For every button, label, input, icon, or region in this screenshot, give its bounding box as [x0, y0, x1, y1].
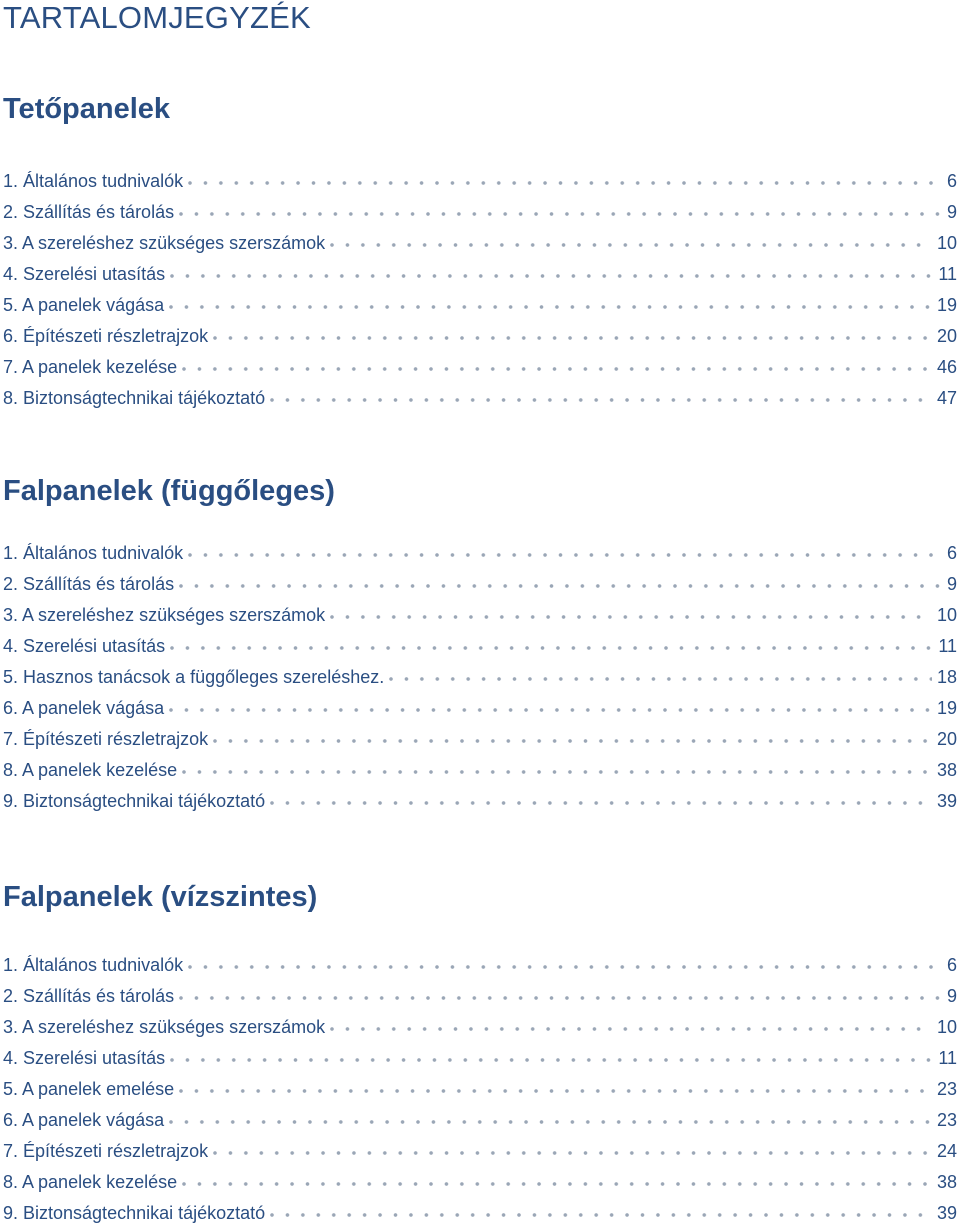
toc-entry[interactable] [3, 754, 957, 785]
toc-entry[interactable] [3, 196, 957, 227]
toc-entry-page: 6 [946, 170, 957, 191]
toc-list [3, 949, 957, 1228]
toc-entry-label: 7. A panelek kezelése [3, 356, 178, 377]
dot-leader [170, 1058, 933, 1062]
toc-entry-label: 8. Biztonságtechnikai tájékoztató [3, 387, 266, 408]
toc-entry-label: 9. Biztonságtechnikai tájékoztató [3, 1202, 266, 1223]
toc-entry-page: 46 [936, 356, 957, 377]
toc-entry-label: 5. A panelek emelése [3, 1078, 175, 1099]
toc-entry[interactable] [3, 630, 957, 661]
toc-entry-page: 9 [946, 573, 957, 594]
toc-entry-page: 9 [946, 985, 957, 1006]
toc-entry-label: 4. Szerelési utasítás [3, 263, 166, 284]
toc-entry[interactable] [3, 949, 957, 980]
toc-entry-label: 5. A panelek vágása [3, 294, 165, 315]
toc-entry[interactable] [3, 1042, 957, 1073]
toc-entry-label: 7. Építészeti részletrajzok [3, 728, 209, 749]
dot-leader [389, 677, 932, 681]
toc-entry[interactable] [3, 568, 957, 599]
toc-entry-label: 3. A szereléshez szükséges szerszámok [3, 1016, 326, 1037]
toc-entry-label: 1. Általános tudnivalók [3, 542, 184, 563]
dot-leader [169, 305, 932, 309]
toc-entry-page: 10 [936, 604, 957, 625]
toc-entry-page: 10 [936, 1016, 957, 1037]
dot-leader [179, 212, 942, 216]
dot-leader [169, 708, 932, 712]
toc-entry-label: 7. Építészeti részletrajzok [3, 1140, 209, 1161]
toc-entry-page: 19 [936, 294, 957, 315]
toc-entry-label: 6. A panelek vágása [3, 1109, 165, 1130]
toc-entry-label: 8. A panelek kezelése [3, 759, 178, 780]
section-title: Tetőpanelek [3, 93, 171, 125]
toc-entry-page: 23 [936, 1078, 957, 1099]
dot-leader [179, 996, 942, 1000]
toc-entry-page: 11 [938, 263, 957, 284]
dot-leader [330, 243, 932, 247]
toc-entry[interactable] [3, 1135, 957, 1166]
dot-leader [213, 1151, 932, 1155]
toc-entry[interactable] [3, 258, 957, 289]
toc-entry-page: 6 [946, 954, 957, 975]
toc-entry[interactable] [3, 723, 957, 754]
toc-entry-label: 4. Szerelési utasítás [3, 635, 166, 656]
toc-entry[interactable] [3, 661, 957, 692]
dot-leader [213, 739, 932, 743]
toc-entry-label: 2. Szállítás és tárolás [3, 985, 175, 1006]
toc-entry-label: 6. A panelek vágása [3, 697, 165, 718]
toc-entry-label: 3. A szereléshez szükséges szerszámok [3, 232, 326, 253]
toc-entry-page: 18 [936, 666, 957, 687]
toc-entry[interactable] [3, 785, 957, 816]
section-falpanelek-fuggoleges [3, 474, 957, 811]
toc-entry[interactable] [3, 1197, 957, 1228]
toc-entry-label: 5. Hasznos tanácsok a függőleges szereléshez. [3, 666, 385, 687]
dot-leader [169, 1120, 932, 1124]
dot-leader [179, 1089, 932, 1093]
toc-entry-label: 8. A panelek kezelése [3, 1171, 178, 1192]
toc-entry[interactable] [3, 351, 957, 382]
toc-entry-page: 11 [938, 1047, 957, 1068]
toc-entry-page: 19 [936, 697, 957, 718]
dot-leader [170, 646, 933, 650]
toc-entry[interactable] [3, 165, 957, 196]
dot-leader [170, 274, 933, 278]
toc-entry[interactable] [3, 1104, 957, 1135]
toc-entry-page: 9 [946, 201, 957, 222]
section-falpanelek-vizszintes [3, 880, 957, 1223]
section-title: Falpanelek (vízszintes) [3, 881, 318, 913]
toc-entry-label: 1. Általános tudnivalók [3, 954, 184, 975]
toc-entry[interactable] [3, 692, 957, 723]
dot-leader [330, 1027, 932, 1031]
toc-entry-page: 39 [936, 1202, 957, 1223]
toc-entry[interactable] [3, 537, 957, 568]
toc-entry-page: 38 [936, 759, 957, 780]
toc-entry[interactable] [3, 980, 957, 1011]
toc-entry-page: 20 [936, 728, 957, 749]
dot-leader [182, 1182, 932, 1186]
toc-entry[interactable] [3, 382, 957, 413]
toc-entry-page: 11 [938, 635, 957, 656]
toc-entry-page: 20 [936, 325, 957, 346]
toc-entry[interactable] [3, 1011, 957, 1042]
toc-entry[interactable] [3, 599, 957, 630]
dot-leader [188, 181, 942, 185]
toc-entry-page: 38 [936, 1171, 957, 1192]
dot-leader [270, 398, 932, 402]
toc-entry-page: 24 [936, 1140, 957, 1161]
toc-entry-page: 10 [936, 232, 957, 253]
toc-entry-label: 2. Szállítás és tárolás [3, 201, 175, 222]
toc-entry[interactable] [3, 227, 957, 258]
dot-leader [270, 1213, 932, 1217]
dot-leader [188, 553, 942, 557]
dot-leader [213, 336, 932, 340]
toc-entry-page: 39 [936, 790, 957, 811]
toc-entry-label: 9. Biztonságtechnikai tájékoztató [3, 790, 266, 811]
toc-entry-label: 6. Építészeti részletrajzok [3, 325, 209, 346]
toc-entry-page: 23 [936, 1109, 957, 1130]
toc-entry-page: 47 [936, 387, 957, 408]
toc-entry[interactable] [3, 1166, 957, 1197]
document-title: TARTALOMJEGYZÉK [3, 0, 311, 35]
dot-leader [270, 801, 932, 805]
toc-list [3, 165, 957, 413]
section-title: Falpanelek (függőleges) [3, 475, 335, 507]
toc-entry-label: 3. A szereléshez szükséges szerszámok [3, 604, 326, 625]
dot-leader [188, 965, 942, 969]
dot-leader [182, 367, 932, 371]
toc-entry[interactable] [3, 1073, 957, 1104]
toc-entry-label: 1. Általános tudnivalók [3, 170, 184, 191]
toc-entry-page: 6 [946, 542, 957, 563]
dot-leader [182, 770, 932, 774]
toc-list [3, 537, 957, 816]
toc-entry-label: 2. Szállítás és tárolás [3, 573, 175, 594]
section-tetopanelek [3, 92, 957, 408]
toc-entry[interactable] [3, 289, 957, 320]
toc-entry[interactable] [3, 320, 957, 351]
dot-leader [330, 615, 932, 619]
toc-entry-label: 4. Szerelési utasítás [3, 1047, 166, 1068]
dot-leader [179, 584, 942, 588]
